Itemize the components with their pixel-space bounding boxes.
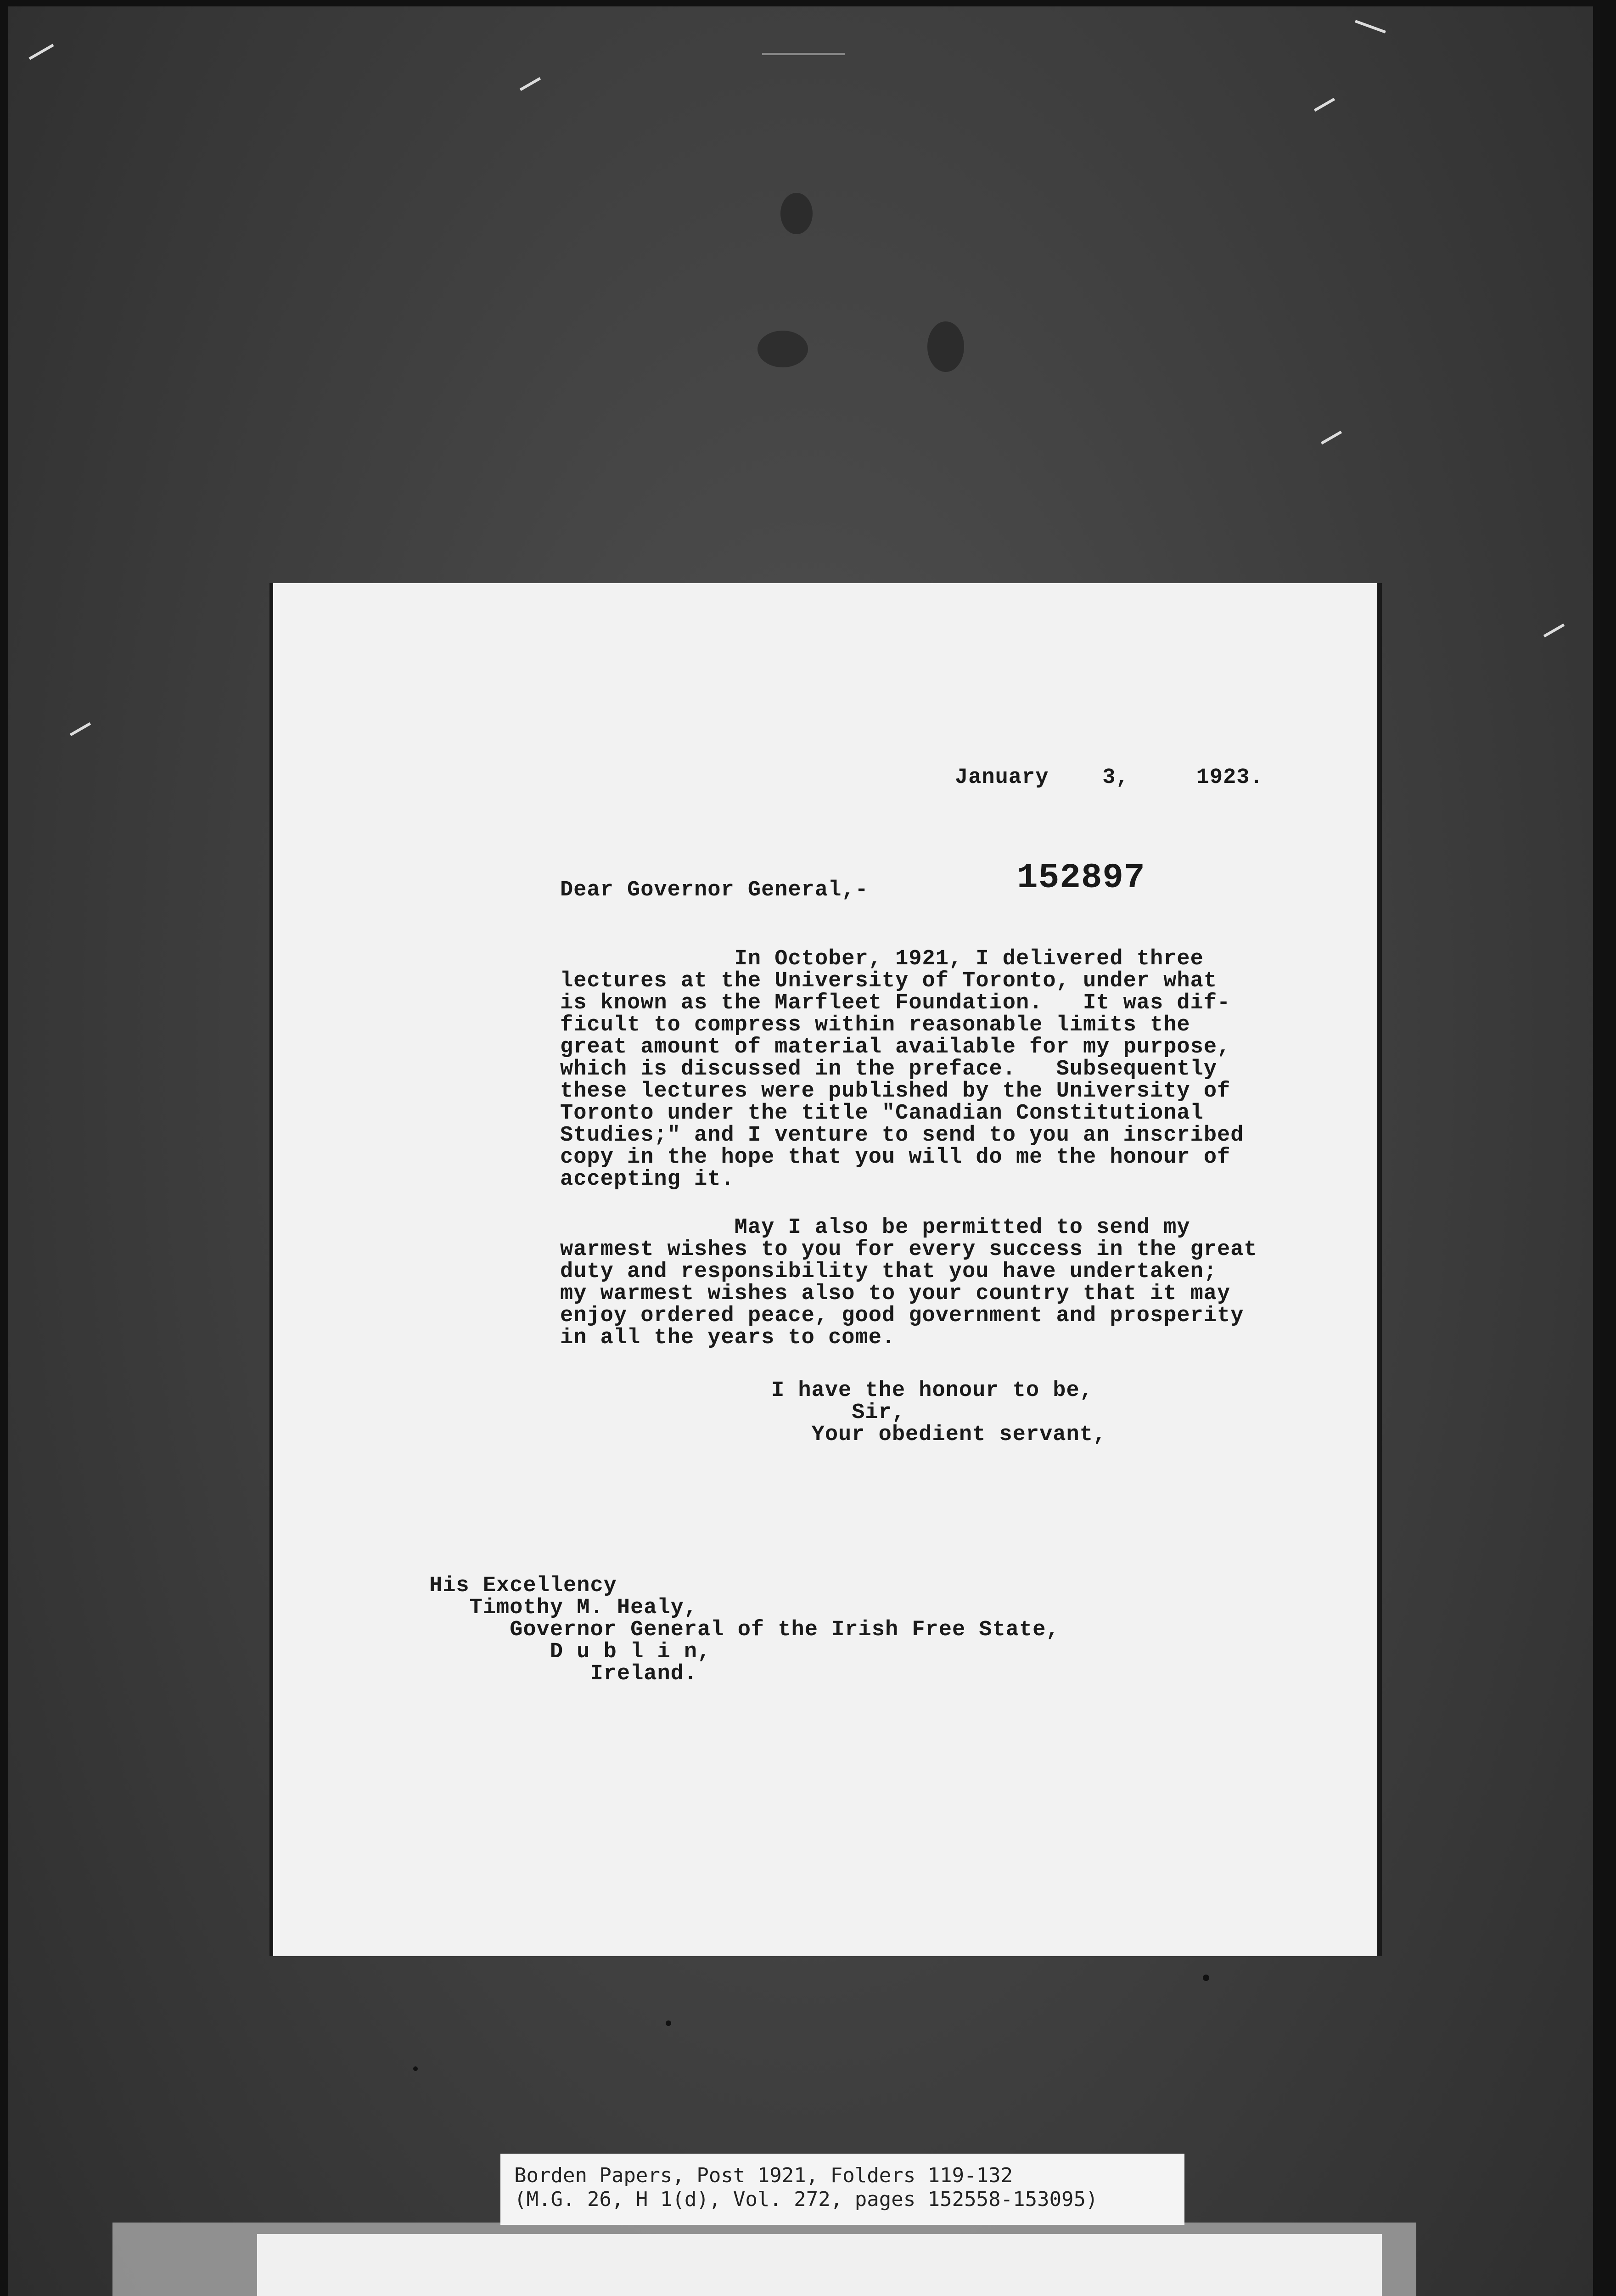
film-speck: [1203, 1975, 1209, 1981]
film-edge-left: [0, 0, 8, 2296]
film-scratch: [520, 77, 541, 91]
film-speck: [927, 321, 964, 372]
citation-line-1: Borden Papers, Post 1921, Folders 119-132: [514, 2164, 1013, 2187]
citation-label: [500, 2154, 1184, 2225]
film-speck: [666, 2020, 671, 2026]
film-edge-right: [1593, 0, 1616, 2296]
film-edge-top: [0, 0, 1616, 6]
document-number-stamp: 152897: [1017, 858, 1145, 898]
archives-stamp: [257, 2234, 1382, 2296]
letter-recipient-address: His Excellency Timothy M. Healy, Governor General of the Irish Free State, D u b l i n, Ireland.: [429, 1574, 1060, 1686]
film-speck: [780, 193, 813, 234]
film-speck: [413, 2066, 418, 2071]
letter-paragraph-1: In October, 1921, I delivered three lectures at the University of Toronto, under what is known as the Marfleet Foundation. It was dif- ficult to compress within reasonable limits the great amount of material available for my purpose, which is discussed in the preface. Subsequently these lectures were published by the University of Toronto under the title "Canadian Constitutional Studies;" and I venture to send to you an inscribed copy in the hope that you will do me the honour of accepting it.: [560, 947, 1244, 1192]
film-speck: [758, 331, 808, 367]
letter-salutation: Dear Governor General,-: [560, 878, 869, 902]
citation-line-2: (M.G. 26, H 1(d), Vol. 272, pages 152558-153095): [514, 2188, 1098, 2211]
film-scratch: [70, 722, 91, 736]
film-scratch: [1314, 98, 1335, 112]
film-scratch: [1355, 20, 1386, 34]
film-scratch: [1321, 431, 1342, 445]
letter-paragraph-2: May I also be permitted to send my warmest wishes to you for every success in the great duty and responsibility that you have undertaken; my warmest wishes also to your country that it may enjoy ordered peace, good government and prosperity in all the years to come.: [560, 1216, 1257, 1350]
film-scratch: [762, 53, 845, 55]
letter-page: [273, 583, 1377, 1956]
letter-closing: I have the honour to be, Sir, Your obedient servant,: [771, 1379, 1107, 1447]
film-scratch: [29, 44, 54, 60]
film-scratch: [1543, 624, 1565, 637]
letter-date: January 3, 1923.: [955, 765, 1263, 790]
